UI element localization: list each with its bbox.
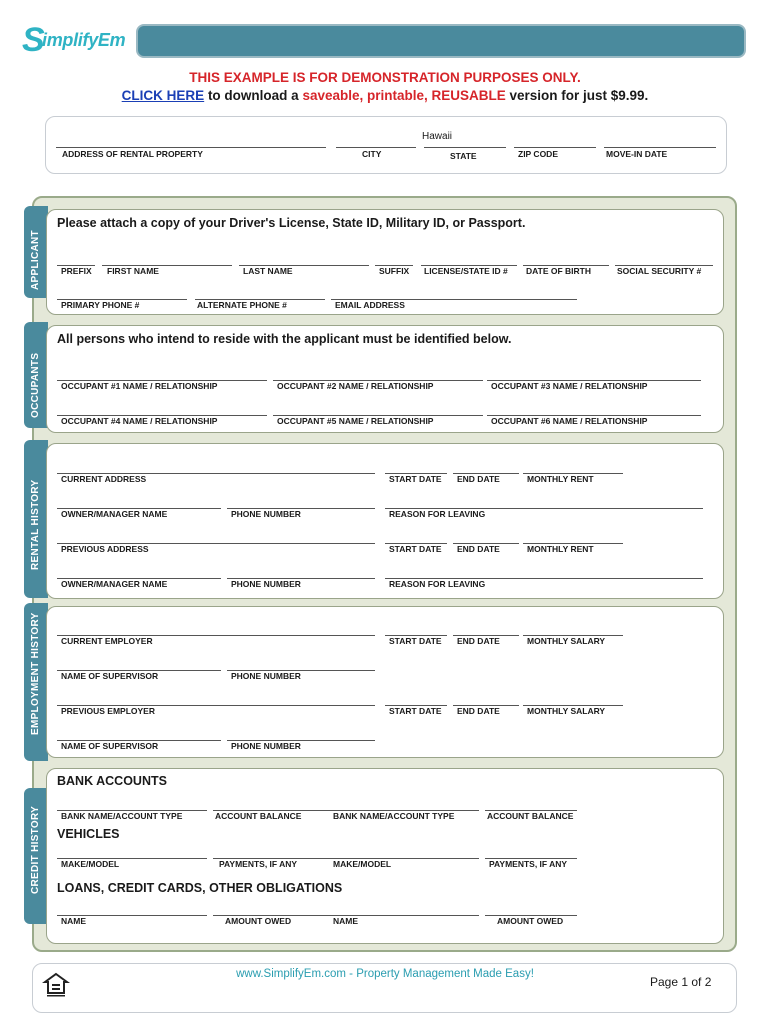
vehicles-heading: VEHICLES (57, 827, 120, 841)
zip-input-line[interactable] (514, 147, 596, 148)
address-label: ADDRESS OF RENTAL PROPERTY (62, 149, 203, 159)
occupants-heading: All persons who intend to reside with the applicant must be identified below. (57, 332, 512, 346)
tab-employment-history: EMPLOYMENT HISTORY (24, 603, 48, 761)
state-input-line[interactable] (424, 147, 506, 148)
loans-heading: LOANS, CREDIT CARDS, OTHER OBLIGATIONS (57, 881, 343, 895)
click-here-link[interactable]: CLICK HERE (121, 88, 205, 103)
applicant-heading: Please attach a copy of your Driver's License, State ID, Military ID, or Passport. (57, 216, 526, 230)
city-label: CITY (362, 149, 382, 159)
rental-property-address-box (45, 116, 727, 174)
logo-text: implifyEm (42, 30, 126, 50)
city-input-line[interactable] (336, 147, 416, 148)
tab-applicant: APPLICANT (24, 206, 48, 298)
zip-label: ZIP CODE (518, 149, 558, 159)
rental-history-section: CURRENT ADDRESS START DATE END DATE MONTHLY RENT OWNER/MANAGER NAME PHONE NUMBER REASON FOR LEAVING PREVIOUS ADDRESS START DATE END DATE MONTHLY RENT OWNER/MANAGER NAME PHONE NUMBER REASON FOR LEAVING (46, 443, 724, 599)
address-input-line[interactable] (56, 147, 326, 148)
tab-occupants: OCCUPANTS (24, 322, 48, 428)
credit-history-section: BANK ACCOUNTS BANK NAME/ACCOUNT TYPE ACCOUNT BALANCE BANK NAME/ACCOUNT TYPE ACCOUNT BALANCE VEHICLES MAKE/MODEL PAYMENTS, IF ANY MAKE/MODEL PAYMENTS, IF ANY LOANS, CREDIT CARDS, OTHER OBLIGATIONS NAME AMOUNT OWED NAME AMOUNT OWED (46, 768, 724, 944)
website-link[interactable]: www.SimplifyEm.com - Property Management Made Easy! (236, 968, 534, 980)
bank-accounts-heading: BANK ACCOUNTS (57, 774, 167, 788)
movein-label: MOVE-IN DATE (606, 149, 668, 159)
movein-input-line[interactable] (604, 147, 716, 148)
demo-warning: THIS EXAMPLE IS FOR DEMONSTRATION PURPOSES ONLY. (189, 70, 581, 85)
employment-history-section: CURRENT EMPLOYER START DATE END DATE MONTHLY SALARY NAME OF SUPERVISOR PHONE NUMBER PREVIOUS EMPLOYER START DATE END DATE MONTHLY SALARY NAME OF SUPERVISOR PHONE NUMBER (46, 606, 724, 758)
occupants-section: All persons who intend to reside with the applicant must be identified below. OCCUPANT #1 NAME / RELATIONSHIP OCCUPANT #2 NAME / RELATIONSHIP OCCUPANT #3 NAME / RELATIONSHIP OCCUPANT #4 NAME / RELATIONSHIP OCCUPANT #5 NAME / RELATIONSHIP OCCUPANT #6 NAME / RELATIONSHIP (46, 325, 724, 433)
state-value: Hawaii (422, 131, 453, 142)
title-bar (136, 24, 746, 58)
simplifyem-logo (22, 22, 142, 58)
logo-dollar-s: S (22, 21, 45, 59)
applicant-section: Please attach a copy of your Driver's License, State ID, Military ID, or Passport. PREFIX FIRST NAME LAST NAME SUFFIX LICENSE/STATE ID # DATE OF BIRTH SOCIAL SECURITY # PRIMARY PHONE # ALTERNATE PHONE # EMAIL ADDRESS (46, 209, 724, 315)
tab-credit-history: CREDIT HISTORY (24, 788, 48, 924)
state-label: STATE (450, 151, 477, 161)
page-number: Page 1 of 2 (650, 975, 712, 989)
download-notice: CLICK HERE to download a saveable, printable, REUSABLE version for just $9.99. (121, 88, 649, 103)
tab-rental-history: RENTAL HISTORY (24, 440, 48, 598)
